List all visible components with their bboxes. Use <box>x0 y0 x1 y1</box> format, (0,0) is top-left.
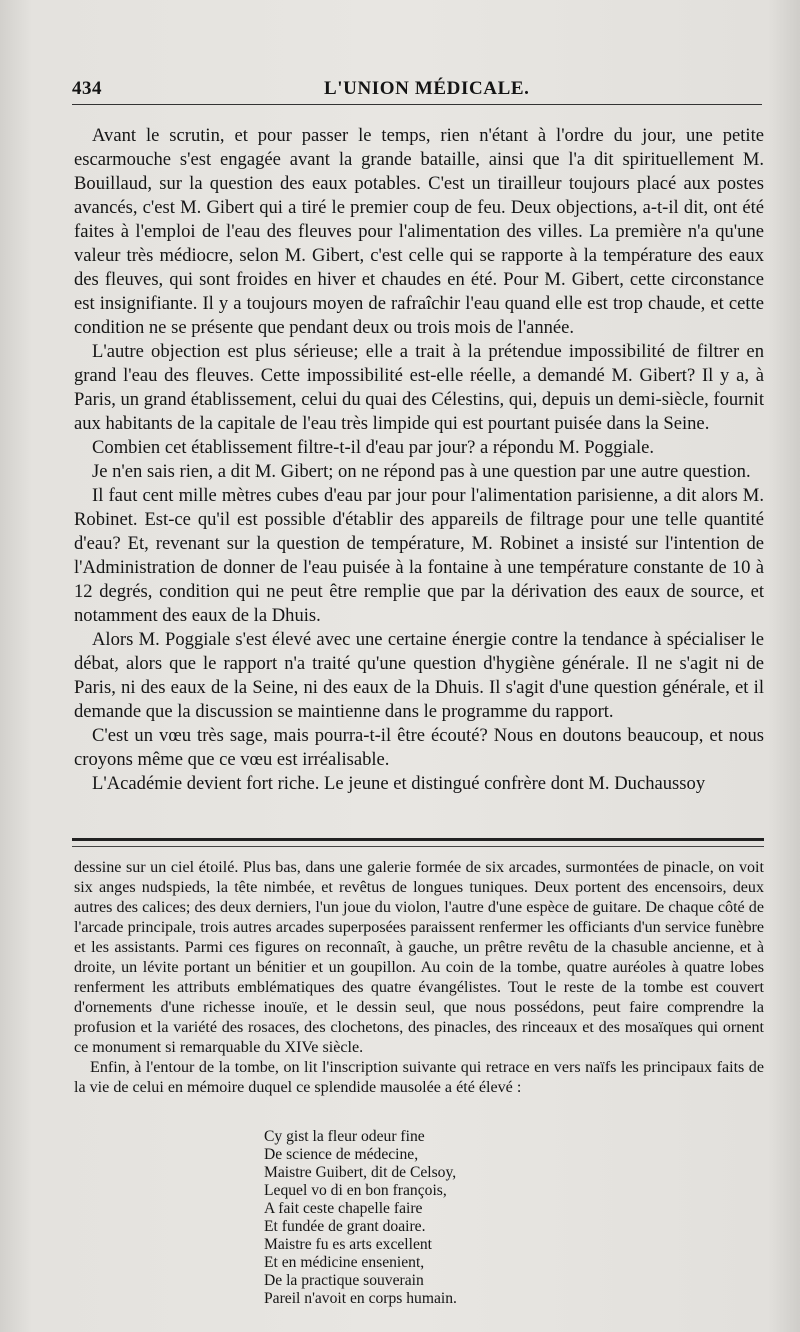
inscription-line: Maistre Guibert, dit de Celsoy, <box>264 1164 457 1181</box>
paragraph: L'Académie devient fort riche. Le jeune et distingué confrère dont M. Duchaussoy <box>92 773 706 794</box>
inscription-line: A fait ceste chapelle faire <box>264 1200 423 1217</box>
paragraph: Combien cet établissement filtre-t-il d'eau par jour? a répondu M. Poggiale. <box>92 437 655 458</box>
paragraph: Avant le scrutin, et pour passer le temps, rien n'étant à l'ordre du jour, une petite escarmouche s'est engagée avant la grande bataille, ainsi que l'a dit spirituellement M. Bouillaud, sur la question des eaux potables. C'est un tirailleur toujours placé aux postes avancés, c'est M. Gibert qui a tiré le premier coup de feu. Deux objections, a-t-il dit, ont été faites à l'emploi de l'eau des fleuves pour l'alimentation des villes. La première n'a qu'une valeur très médiocre, selon M. Gibert, c'est celle qui se rapporte à la température des eaux des fleuves, qui sont froides en hiver et chaudes en été. Pour M. Gibert, cette circonstance est insignifiante. Il y a toujours moyen de rafraîchir l'eau quand elle est trop chaude, et cette condition ne se présente que pendant deux ou trois mois de l'année. <box>74 125 764 338</box>
inscription-line: Et fundée de grant doaire. <box>264 1218 426 1235</box>
paragraph: C'est un vœu très sage, mais pourra-t-il être écouté? Nous en doutons beaucoup, et nous croyons même que ce vœu est irréalisable. <box>74 725 764 770</box>
page-header <box>72 78 762 102</box>
paragraph: Je n'en sais rien, a dit M. Gibert; on ne répond pas à une question par une autre question. <box>92 461 751 482</box>
article-section-academy <box>74 124 764 796</box>
paragraph: L'autre objection est plus sérieuse; elle a trait à la prétendue impossibilité de filtrer en grand l'eau des fleuves. Cette impossibilité est-elle réelle, a demandé M. Gibert? Il y a, à Paris, un grand établissement, celui du quai des Célestins, qui, depuis un demi-siècle, fournit aux habitants de la capitale de l'eau très limpide qui est pourtant puisée dans la Seine. <box>74 341 764 434</box>
inscription-line: Et en médicine ensenient, <box>264 1254 425 1271</box>
paragraph: Enfin, à l'entour de la tombe, on lit l'inscription suivante qui retrace en vers naïfs les principaux faits de la vie de celui en mémoire duquel ce splendide mausolée a été élevé : <box>74 1059 764 1096</box>
inscription-line: Cy gist la fleur odeur fine <box>264 1128 425 1145</box>
inscription-line: Pareil n'avoit en corps humain. <box>264 1290 457 1307</box>
journal-title: L'UNION MÉDICALE. <box>324 78 530 99</box>
section-separator <box>72 838 764 847</box>
paragraph: Il faut cent mille mètres cubes d'eau par jour pour l'alimentation parisienne, a dit alors M. Robinet. Est-ce qu'il est possible d'établir des appareils de filtrage pour une telle quantité d'eau? Et, revenant sur la question de température, M. Robinet a insisté sur l'intention de l'Administration de donner de l'eau puisée à la fontaine à une température constante de 10 à 12 degrés, condition qui ne peut être remplie que par la dérivation des eaux de source, et notamment des eaux de la Dhuis. <box>74 485 764 626</box>
page-number: 434 <box>72 78 102 99</box>
tomb-inscription <box>264 1128 524 1308</box>
paragraph: dessine sur un ciel étoilé. Plus bas, dans une galerie formée de six arcades, surmontées de pinacle, on voit six anges nudspieds, la tête nimbée, et revêtus de longues tuniques. Deux portent des encensoirs, deux autres des calices; des deux derniers, l'un joue du violon, l'autre d'une espèce de guitare. De chaque côté de l'arcade principale, trois autres arcades superposées paraissent renfermer les officiants d'un service funèbre et les assistants. Parmi ces figures on reconnaît, à gauche, un prêtre revêtu de la chasuble ancienne, et à droite, un lévite portant un bénitier et un goupillon. Au coin de la tombe, quatre auréoles à quatre lobes renferment les attributs emblématiques des quatre évangélistes. Tout le reste de la tombe est couvert d'ornements d'une richesse inouïe, et le dessin seul, que nous possédons, peut faire comprendre la profusion et la variété des rosaces, des clochetons, des pinacles, des rinceaux et des mosaïques qui ornent ce monument si remarquable du XIVe siècle. <box>74 859 764 1056</box>
inscription-line: Lequel vo di en bon françois, <box>264 1182 447 1199</box>
inscription-line: Maistre fu es arts excellent <box>264 1236 432 1253</box>
header-rule <box>72 104 762 105</box>
paragraph: Alors M. Poggiale s'est élevé avec une certaine énergie contre la tendance à spécialiser le débat, alors que le rapport n'a traité qu'une question d'hygiène générale. Il ne s'agit ni de Paris, ni des eaux de la Seine, ni des eaux de la Dhuis. Il s'agit d'une question générale, et il demande que la discussion se maintienne dans le programme du rapport. <box>74 629 764 722</box>
inscription-line: De science de médecine, <box>264 1146 419 1163</box>
inscription-line: De la practique souverain <box>264 1272 424 1289</box>
feuilleton-section <box>74 858 764 1098</box>
